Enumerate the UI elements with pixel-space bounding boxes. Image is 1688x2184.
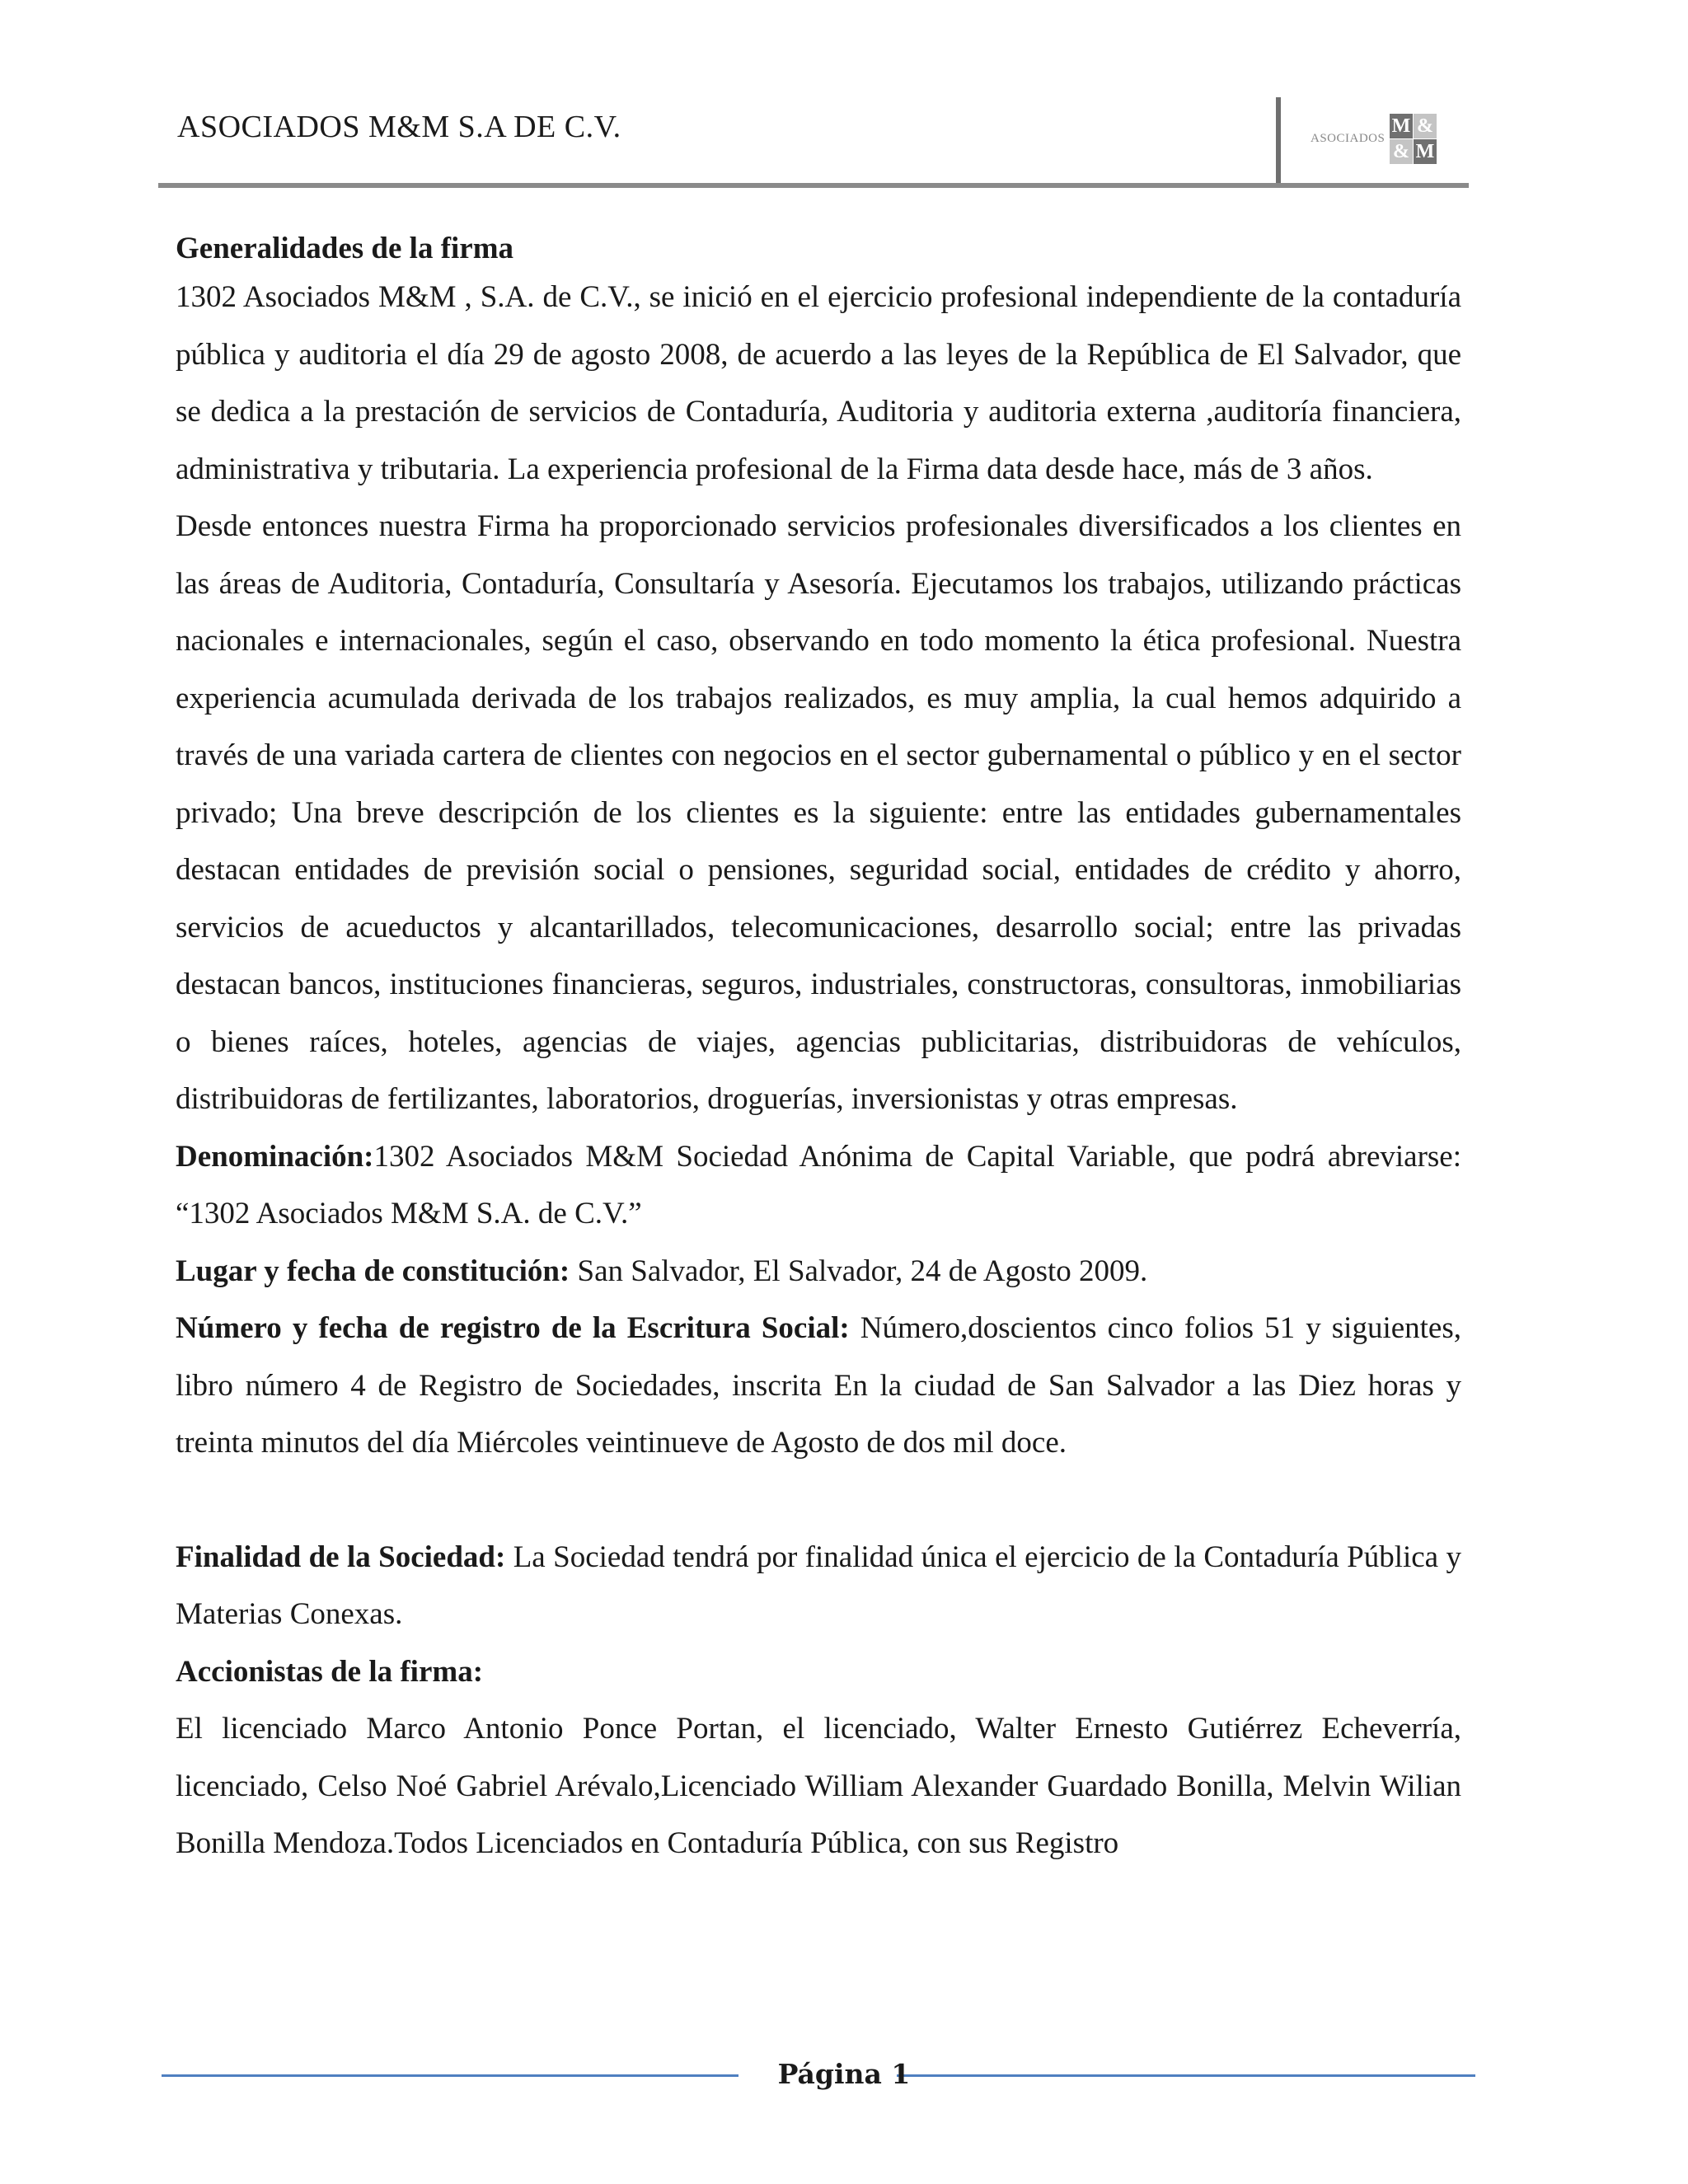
paragraph-lugar [176, 1243, 1461, 1301]
lugar-label: Lugar y fecha de constitución: [176, 1254, 570, 1288]
logo-mark-cell: M [1414, 139, 1437, 164]
logo-mark-cell: M [1390, 114, 1413, 138]
firm-logo [1311, 114, 1442, 166]
paragraph-intro: 1302 Asociados M&M , S.A. de C.V., se inició en el ejercicio profesional independiente de la contaduría pública y auditoria el día 29 de agosto 2008, de acuerdo a las leyes de la República de El Salvador, que se dedica a la prestación de servicios de Contaduría, Auditoria y auditoria externa ,auditoría financiera, administrativa y tributaria. La experiencia profesional de la Firma data desde hace, más de 3 años. [176, 280, 1461, 486]
logo-mark-cell: & [1390, 139, 1413, 164]
logo-mark-icon [1390, 114, 1437, 165]
page-footer [0, 2058, 1688, 2091]
lugar-text: San Salvador, El Salvador, 24 de Agosto 2009. [570, 1254, 1148, 1288]
paragraph-registro [176, 1300, 1461, 1472]
paragraph-experience: Desde entonces nuestra Firma ha proporcionado servicios profesionales diversificados a los clientes en las áreas de Auditoria, Contaduría, Consultaría y Asesoría. Ejecutamos los trabajos, utilizando prácticas nacionales e internacionales, según el caso, observando en todo momento la ética profesional. Nuestra experiencia acumulada derivada de los trabajos realizados, es muy amplia, la cual hemos adquirido a través de una variada cartera de clientes con negocios en el sector gubernamental o público y en el sector privado; Una breve descripción de los clientes es la siguiente: entre las entidades gubernamentales destacan entidades de previsión social o pensiones, seguridad social, entidades de crédito y ahorro, servicios de acueductos y alcantarillados, telecomunicaciones, desarrollo social; entre las privadas destacan bancos, instituciones financieras, seguros, industriales, constructoras, consultoras, inmobiliarias o bienes raíces, hoteles, agencias de viajes, agencias publicitarias, distribuidoras de vehículos, distribuidoras de fertilizantes, laboratorios, droguerías, inversionistas y otras empresas. [176, 509, 1461, 1116]
logo-mark-cell: & [1414, 114, 1437, 138]
accionistas-heading-text: Accionistas de la firma: [176, 1654, 484, 1689]
paragraph-finalidad [176, 1529, 1461, 1643]
paragraph-denominacion [176, 1128, 1461, 1243]
document-body [176, 229, 1461, 1872]
denominacion-text: 1302 Asociados M&M Sociedad Anónima de Capital Variable, que podrá abreviarse: “1302 Asociados M&M S.A. de C.V.” [176, 1139, 1461, 1230]
logo-text: ASOCIADOS [1311, 132, 1386, 145]
page-number: Página 1 [777, 2058, 911, 2090]
section-heading: Generalidades de la firma [176, 232, 514, 265]
finalidad-label: Finalidad de la Sociedad: [176, 1540, 506, 1574]
paragraph-spacer [176, 1472, 1461, 1529]
header-vertical-divider [1276, 97, 1281, 186]
denominacion-label: Denominación: [176, 1139, 374, 1174]
header-rule [158, 183, 1469, 188]
paragraph-accionistas: El licenciado Marco Antonio Ponce Portan, el licenciado, Walter Ernesto Gutiérrez Echeverría, licenciado, Celso Noé Gabriel Arévalo,Licenciado William Alexander Guardado Bonilla, Melvin Wilian Bonilla Mendoza.Todos Licenciados en Contaduría Pública, con sus Registro [176, 1712, 1461, 1860]
finalidad-text: La Sociedad tendrá por finalidad única el ejercicio de la Contaduría Pública y Materias Conexas. [176, 1540, 1461, 1631]
registro-label: Número y fecha de registro de la Escritura Social: [176, 1311, 850, 1345]
accionistas-heading [176, 1643, 1461, 1701]
registro-text: Número,doscientos cinco folios 51 y siguientes, libro número 4 de Registro de Sociedades, inscrita En la ciudad de San Salvador a las Diez horas y treinta minutos del día Miércoles veintinueve de Agosto de dos mil doce. [176, 1311, 1461, 1460]
header-title: ASOCIADOS M&M S.A DE C.V. [177, 110, 621, 144]
